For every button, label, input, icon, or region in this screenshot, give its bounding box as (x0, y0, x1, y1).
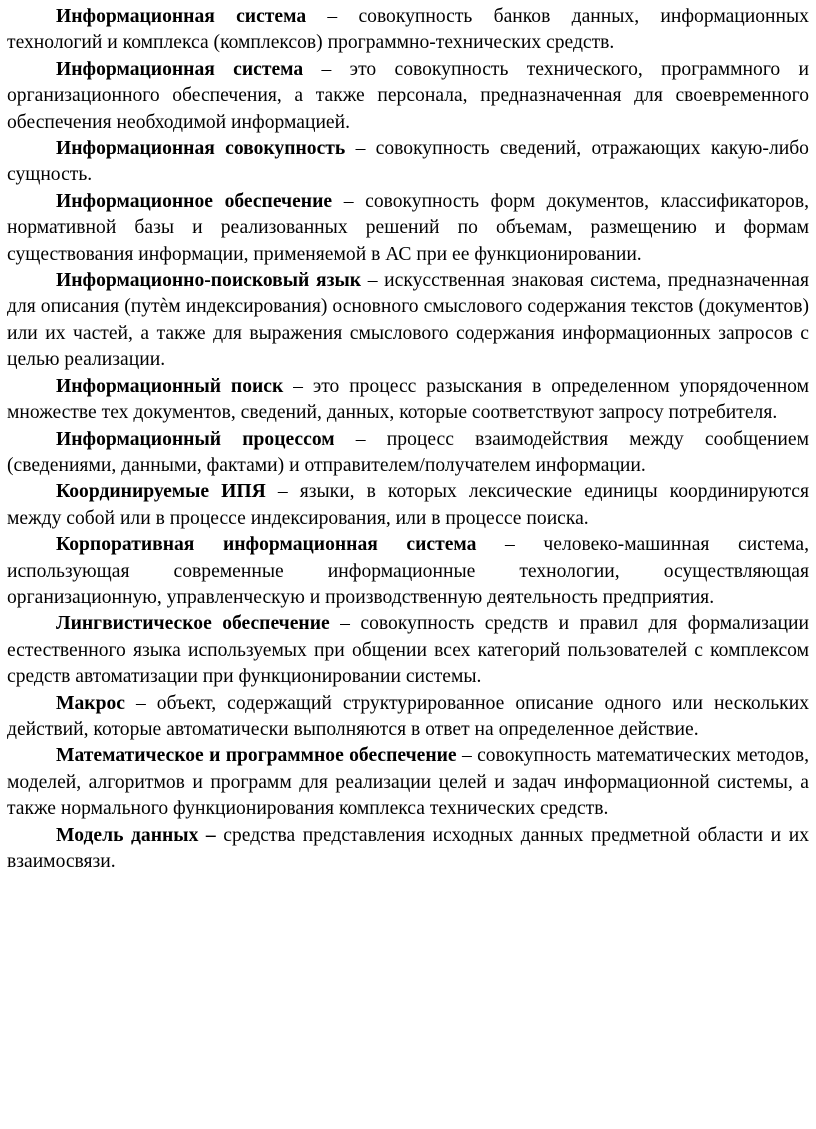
glossary-definition: – человеко-машинная система, использующая современные информационные технологии, осуществляющая организационную, управленческую и производственную деятельность предприятия. (7, 534, 809, 608)
glossary-definition: – искусственная знаковая система, предназначенная для описания (путѐм индексирования) основного смыслового содержания текстов (документов) или их частей, а также для выражения смыслового содержания информационных запросов с целью реализации. (7, 270, 810, 371)
glossary-entry (7, 57, 809, 136)
glossary-definition: – это совокупность технического, программного и организационного обеспечения, а также персонала, предназначенная для своевременного обеспечения необходимой информацией. (7, 58, 809, 133)
glossary-definition: – это процесс разыскания в определенном упорядоченном множестве тех документов, сведений, данных, которые соответствуют запросу потребителя. (7, 375, 810, 424)
glossary-term: Координируемые ИПЯ (56, 481, 266, 503)
glossary-term: Информационная совокупность (56, 138, 346, 160)
glossary-term: Информационная система (56, 6, 307, 27)
glossary-entry (7, 136, 809, 189)
glossary-definition: – объект, содержащий структурированное описание одного или нескольких действий, которые автоматически выполняются в ответ на определенное действие. (7, 692, 809, 740)
glossary-entry (7, 479, 809, 532)
glossary-term: Математическое и программное обеспечение (56, 745, 457, 767)
glossary-term: Макрос (56, 692, 125, 714)
glossary-entry (7, 691, 809, 744)
glossary-entry (7, 4, 809, 57)
glossary-term: Корпоративная информационная система (56, 534, 477, 556)
glossary-entry (7, 427, 809, 480)
glossary-definition: средства представления исходных данных предметной области и их взаимосвязи. (7, 824, 809, 872)
glossary-term: Информационно-поисковый язык (56, 270, 362, 292)
glossary-term: Модель данных – (56, 824, 216, 846)
glossary-entry (7, 268, 809, 374)
glossary-entry (7, 823, 809, 876)
glossary-entry (7, 743, 809, 822)
glossary-definition: – совокупность математических методов, моделей, алгоритмов и программ для реализации целей и задач информационной системы, а также нормального функционирования комплекса технических средств. (7, 745, 809, 820)
glossary-definition: – совокупность средств и правил для формализации естественного языка используемых при общении всех категорий пользователей с комплексом средств автоматизации при функционировании системы. (7, 613, 810, 688)
glossary-term: Информационный поиск (56, 375, 284, 397)
glossary-term: Лингвистическое обеспечение (56, 613, 330, 635)
glossary-entry (7, 374, 809, 427)
glossary-term: Информационное обеспечение (56, 190, 333, 212)
glossary-term: Информационный процессом (56, 428, 335, 450)
glossary-term: Информационная система (56, 58, 304, 80)
glossary-entry (7, 532, 809, 611)
glossary-entry (7, 611, 809, 690)
glossary-definition: – языки, в которых лексические единицы координируются между собой или в процессе индексирования, или в процессе поиска. (7, 481, 809, 529)
glossary-definition: – совокупность сведений, отражающих какую-либо сущность. (7, 138, 809, 186)
glossary-definition: – совокупность банков данных, информационных технологий и комплекса (комплексов) программно-технических средств. (7, 6, 809, 54)
glossary-definition: – совокупность форм документов, классификаторов, нормативной базы и реализованных решений по объемам, размещению и формам существования информации, применяемой в АС при ее функционировании. (7, 190, 809, 265)
glossary-definition: – процесс взаимодействия между сообщением (сведениями, данными, фактами) и отправителем/получателем информации. (7, 428, 809, 476)
glossary-entry (7, 189, 809, 268)
